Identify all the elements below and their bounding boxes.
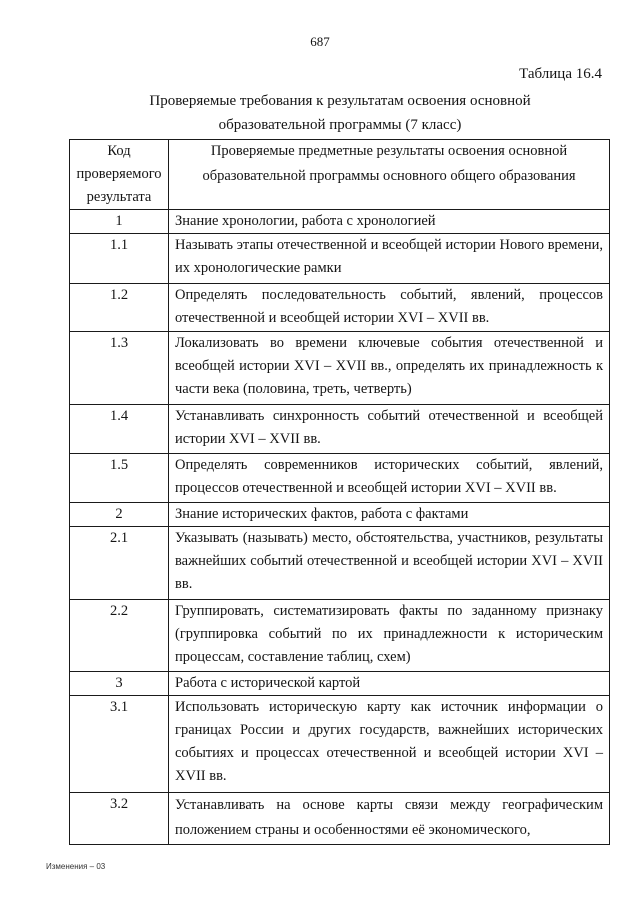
result-text: Группировать, систематизировать факты по заданному признаку (группировка событий по их принадлежности к историческим процессам, составление таблиц, схем) bbox=[169, 600, 610, 672]
table-row bbox=[70, 454, 610, 503]
result-text: Указывать (называть) место, обстоятельства, участников, результаты важнейших событий отечественной и всеобщей истории XVI – XVII вв. bbox=[169, 527, 610, 600]
table-row bbox=[70, 503, 610, 527]
result-code: 2 bbox=[70, 503, 169, 527]
table-row bbox=[70, 672, 610, 696]
result-text: Локализовать во времени ключевые события отечественной и всеобщей истории XVI – XVII вв., определять их принадлежность к части века (половина, треть, четверть) bbox=[169, 332, 610, 405]
result-text: Устанавливать на основе карты связи между географическим положением страны и особенностями её экономического, bbox=[169, 793, 610, 845]
page-number: 687 bbox=[310, 34, 330, 49]
table-row bbox=[70, 696, 610, 793]
result-text: Устанавливать синхронность событий отечественной и всеобщей истории XVI – XVII вв. bbox=[169, 405, 610, 454]
result-text: Использовать историческую карту как источник информации о границах России и других государств, важнейших исторических событиях и процессах отечественной и всеобщей истории XVI – XVII вв. bbox=[169, 696, 610, 793]
table-row bbox=[70, 527, 610, 600]
result-code: 3.1 bbox=[70, 696, 169, 793]
header-code-line: проверяемого bbox=[76, 166, 162, 182]
results-table bbox=[69, 139, 610, 845]
header-code-cell bbox=[70, 140, 169, 210]
table-caption: Таблица 16.4 bbox=[519, 66, 602, 82]
table-row bbox=[70, 234, 610, 284]
result-code: 3.2 bbox=[70, 793, 169, 845]
result-text: Определять современников исторических событий, явлений, процессов отечественной и всеобщей истории XVI – XVII вв. bbox=[169, 454, 610, 503]
result-code: 1.2 bbox=[70, 284, 169, 332]
table-row bbox=[70, 210, 610, 234]
result-text: Называть этапы отечественной и всеобщей истории Нового времени, их хронологические рамки bbox=[169, 234, 610, 284]
result-code: 1.3 bbox=[70, 332, 169, 405]
result-code: 1 bbox=[70, 210, 169, 234]
table-row bbox=[70, 600, 610, 672]
table-row bbox=[70, 332, 610, 405]
result-code: 1.5 bbox=[70, 454, 169, 503]
result-text: Работа с исторической картой bbox=[169, 672, 610, 696]
header-desc-cell bbox=[169, 140, 610, 210]
table-row bbox=[70, 793, 610, 845]
result-code: 1.4 bbox=[70, 405, 169, 454]
document-title bbox=[70, 89, 610, 137]
result-text: Знание исторических фактов, работа с фактами bbox=[169, 503, 610, 527]
revision-note: Изменения – 03 bbox=[46, 862, 106, 871]
title-line-2: образовательной программы (7 класс) bbox=[218, 117, 462, 133]
result-code: 2.2 bbox=[70, 600, 169, 672]
table-header-row bbox=[70, 140, 610, 210]
header-desc-line: образовательной программы основного общего образования bbox=[202, 168, 576, 184]
result-code: 1.1 bbox=[70, 234, 169, 284]
result-text: Знание хронологии, работа с хронологией bbox=[169, 210, 610, 234]
table-row bbox=[70, 405, 610, 454]
result-text: Определять последовательность событий, явлений, процессов отечественной и всеобщей истории XVI – XVII вв. bbox=[169, 284, 610, 332]
title-line-1: Проверяемые требования к результатам освоения основной bbox=[149, 93, 531, 109]
header-code-line: результата bbox=[86, 189, 152, 205]
header-desc-line: Проверяемые предметные результаты освоения основной bbox=[210, 143, 568, 159]
table-row bbox=[70, 284, 610, 332]
result-code: 2.1 bbox=[70, 527, 169, 600]
result-code: 3 bbox=[70, 672, 169, 696]
header-code-line: Код bbox=[107, 143, 131, 159]
